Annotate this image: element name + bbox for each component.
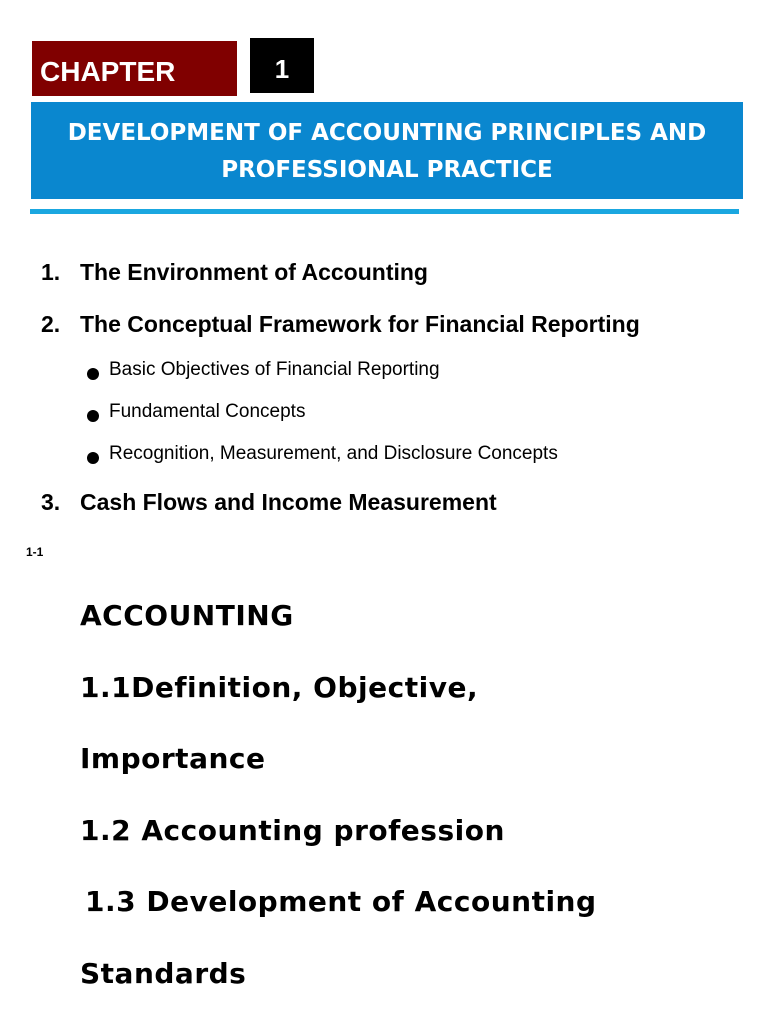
bullet-icon [87, 368, 99, 380]
sub-item-label: Recognition, Measurement, and Disclosure Concepts [109, 443, 558, 464]
bullet-icon [87, 410, 99, 422]
section-item-1-line-1: 1.1Definition, Objective, [80, 671, 479, 704]
section-heading: ACCOUNTING [80, 599, 294, 632]
bullet-icon [87, 452, 99, 464]
title-divider [30, 209, 739, 214]
outline-label: Cash Flows and Income Measurement [80, 489, 497, 515]
section-item-3-line-1: 1.3 Development of Accounting [85, 885, 597, 918]
chapter-label: CHAPTER [32, 41, 237, 96]
chapter-number: 1 [250, 38, 314, 93]
outline-label: The Conceptual Framework for Financial Reporting [80, 311, 640, 337]
sub-item-label: Fundamental Concepts [109, 401, 306, 422]
outline-label: The Environment of Accounting [80, 259, 428, 285]
outline-number: 3. [41, 489, 61, 515]
outline-number: 2. [41, 311, 61, 337]
sub-item-label: Basic Objectives of Financial Reporting [109, 359, 440, 380]
section-item-1-line-2: Importance [80, 742, 266, 775]
section-item-3-line-2: Standards [80, 957, 247, 990]
slide-number: 1-1 [26, 545, 44, 559]
outline-number: 1. [41, 259, 61, 285]
section-item-2: 1.2 Accounting profession [80, 814, 505, 847]
chapter-title: DEVELOPMENT OF ACCOUNTING PRINCIPLES AND PROFESSIONAL PRACTICE [31, 102, 743, 199]
